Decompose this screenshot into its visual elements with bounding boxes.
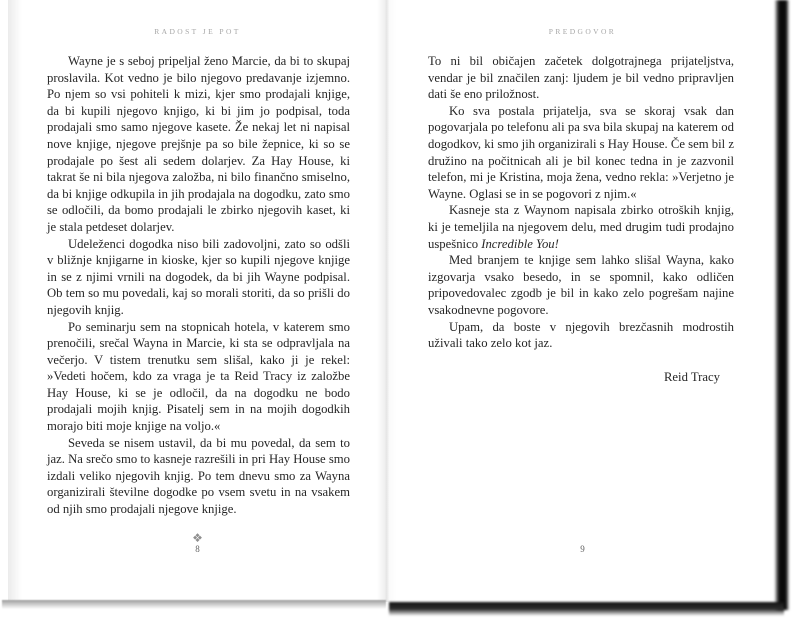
left-page-edge-tint	[8, 0, 22, 601]
right-page-text	[388, 53, 777, 352]
paragraph: Med branjem te knjige sem lahko slišal Wayna, kako izgovarja vsako besedo, in se spomnil, kako odličen pripovedovalec zgodb je bil in kako zelo pogrešam najine vsakodnevne pogovore.	[428, 253, 734, 317]
page-number-left: 8	[195, 544, 200, 554]
running-header-right: PREDGOVOR	[548, 27, 617, 36]
right-page	[388, 0, 777, 604]
left-page-bottom-shadow	[2, 600, 386, 609]
book-edge-right	[775, 0, 789, 610]
paragraph: Ko sva postala prijatelja, sva se skoraj vsak dan pogovarjala po telefonu ali pa sva bila skupaj na katerem od dogodkov, ki smo jih organizirali s Hay House. Če sem bil z družino na počitnicah ali je bil konec tedna in je zazvonil telefon, mi je Kristina, moja žena, vedno rekla: »Verjetno je Wayne. Oglasi se in se pogovori z njim.«	[428, 103, 734, 201]
page-number-right: 9	[580, 544, 585, 554]
left-page	[8, 0, 387, 601]
paragraph: Kasneje sta z Waynom napisala zbirko otroških knjig, ki je temeljila na njegovem delu, med drugim tudi prodajno uspešnico Incredible You!	[428, 203, 734, 251]
author-signature: Reid Tracy	[663, 369, 720, 384]
spine-shadow	[377, 0, 397, 602]
paragraph: Po seminarju sem na stopnicah hotela, v katerem smo prenočili, srečal Wayna in Marcie, ki sta se odpravljala na večerjo. V tistem trenutku sem slišal, kako ji je rekel: »Vedeti hočem, kdo za vraga je ta Reid Tracy iz založbe Hay House, ki se je odločil, da na dogodku ne bodo prodajali mojih knjig. Pisatelj sem in na mojih dogodkih morajo biti moje knjige na voljo.«	[47, 319, 350, 434]
paragraph: Udeleženci dogodka niso bili zadovoljni, zato so odšli v bližnje knjigarne in kioske, kjer so kupili njegove knjige in se z njimi vrnili na dogodek, da bi jih Wayne podpisal. Ob tem so mu povedali, kaj so morali storiti, da so prišli do njegovih knjig.	[47, 236, 350, 317]
section-divider-ornament-icon: ❖	[192, 530, 203, 545]
running-header-left: RADOST JE POT	[154, 27, 241, 36]
paragraph: Upam, da boste v njegovih brezčasnih modrostih uživali tako zelo kot jaz.	[428, 319, 734, 351]
left-page-text	[8, 53, 387, 518]
paragraph: Wayne je s seboj pripeljal ženo Marcie, da bi to skupaj proslavila. Kot vedno je bilo njegovo predavanje izjemno. Po njem so vsi pohiteli k mizi, kjer smo prodajali knjige, da bi kupili njegovo knjigo, ki bi jim jo podpisal, toda prodajali smo samo njegove kasete. Že nekaj let ni napisal nove knjige, njegove prejšnje pa so bile žepnice, ki so se prodajale po šest ali sedem dolarjev. Za Hay House, ki takrat še ni bila njegova založba, ni bilo finančno smiselno, da bi knjige odkupila in jih prodajala na dogodku, zato smo se odločili, da bomo prodajali le zbirko njegovih kaset, ki je stala petdeset dolarjev.	[47, 54, 350, 234]
paragraph: Seveda se nisem ustavil, da bi mu povedal, da sem to jaz. Na srečo smo to kasneje razrešili in pri Hay House smo izdali veliko njegovih knjig. Po tem dnevu smo za Wayna organizirali številne dogodke po vsem svetu in na vsakem od njih smo prodajali njegove knjige.	[47, 435, 351, 517]
right-page-bottom-shadow	[389, 602, 784, 616]
paragraph: To ni bil običajen začetek dolgotrajnega prijateljstva, vendar je bil značilen zanj: ljudem je bil vedno pripravljen dati še eno priložnost.	[428, 54, 734, 102]
